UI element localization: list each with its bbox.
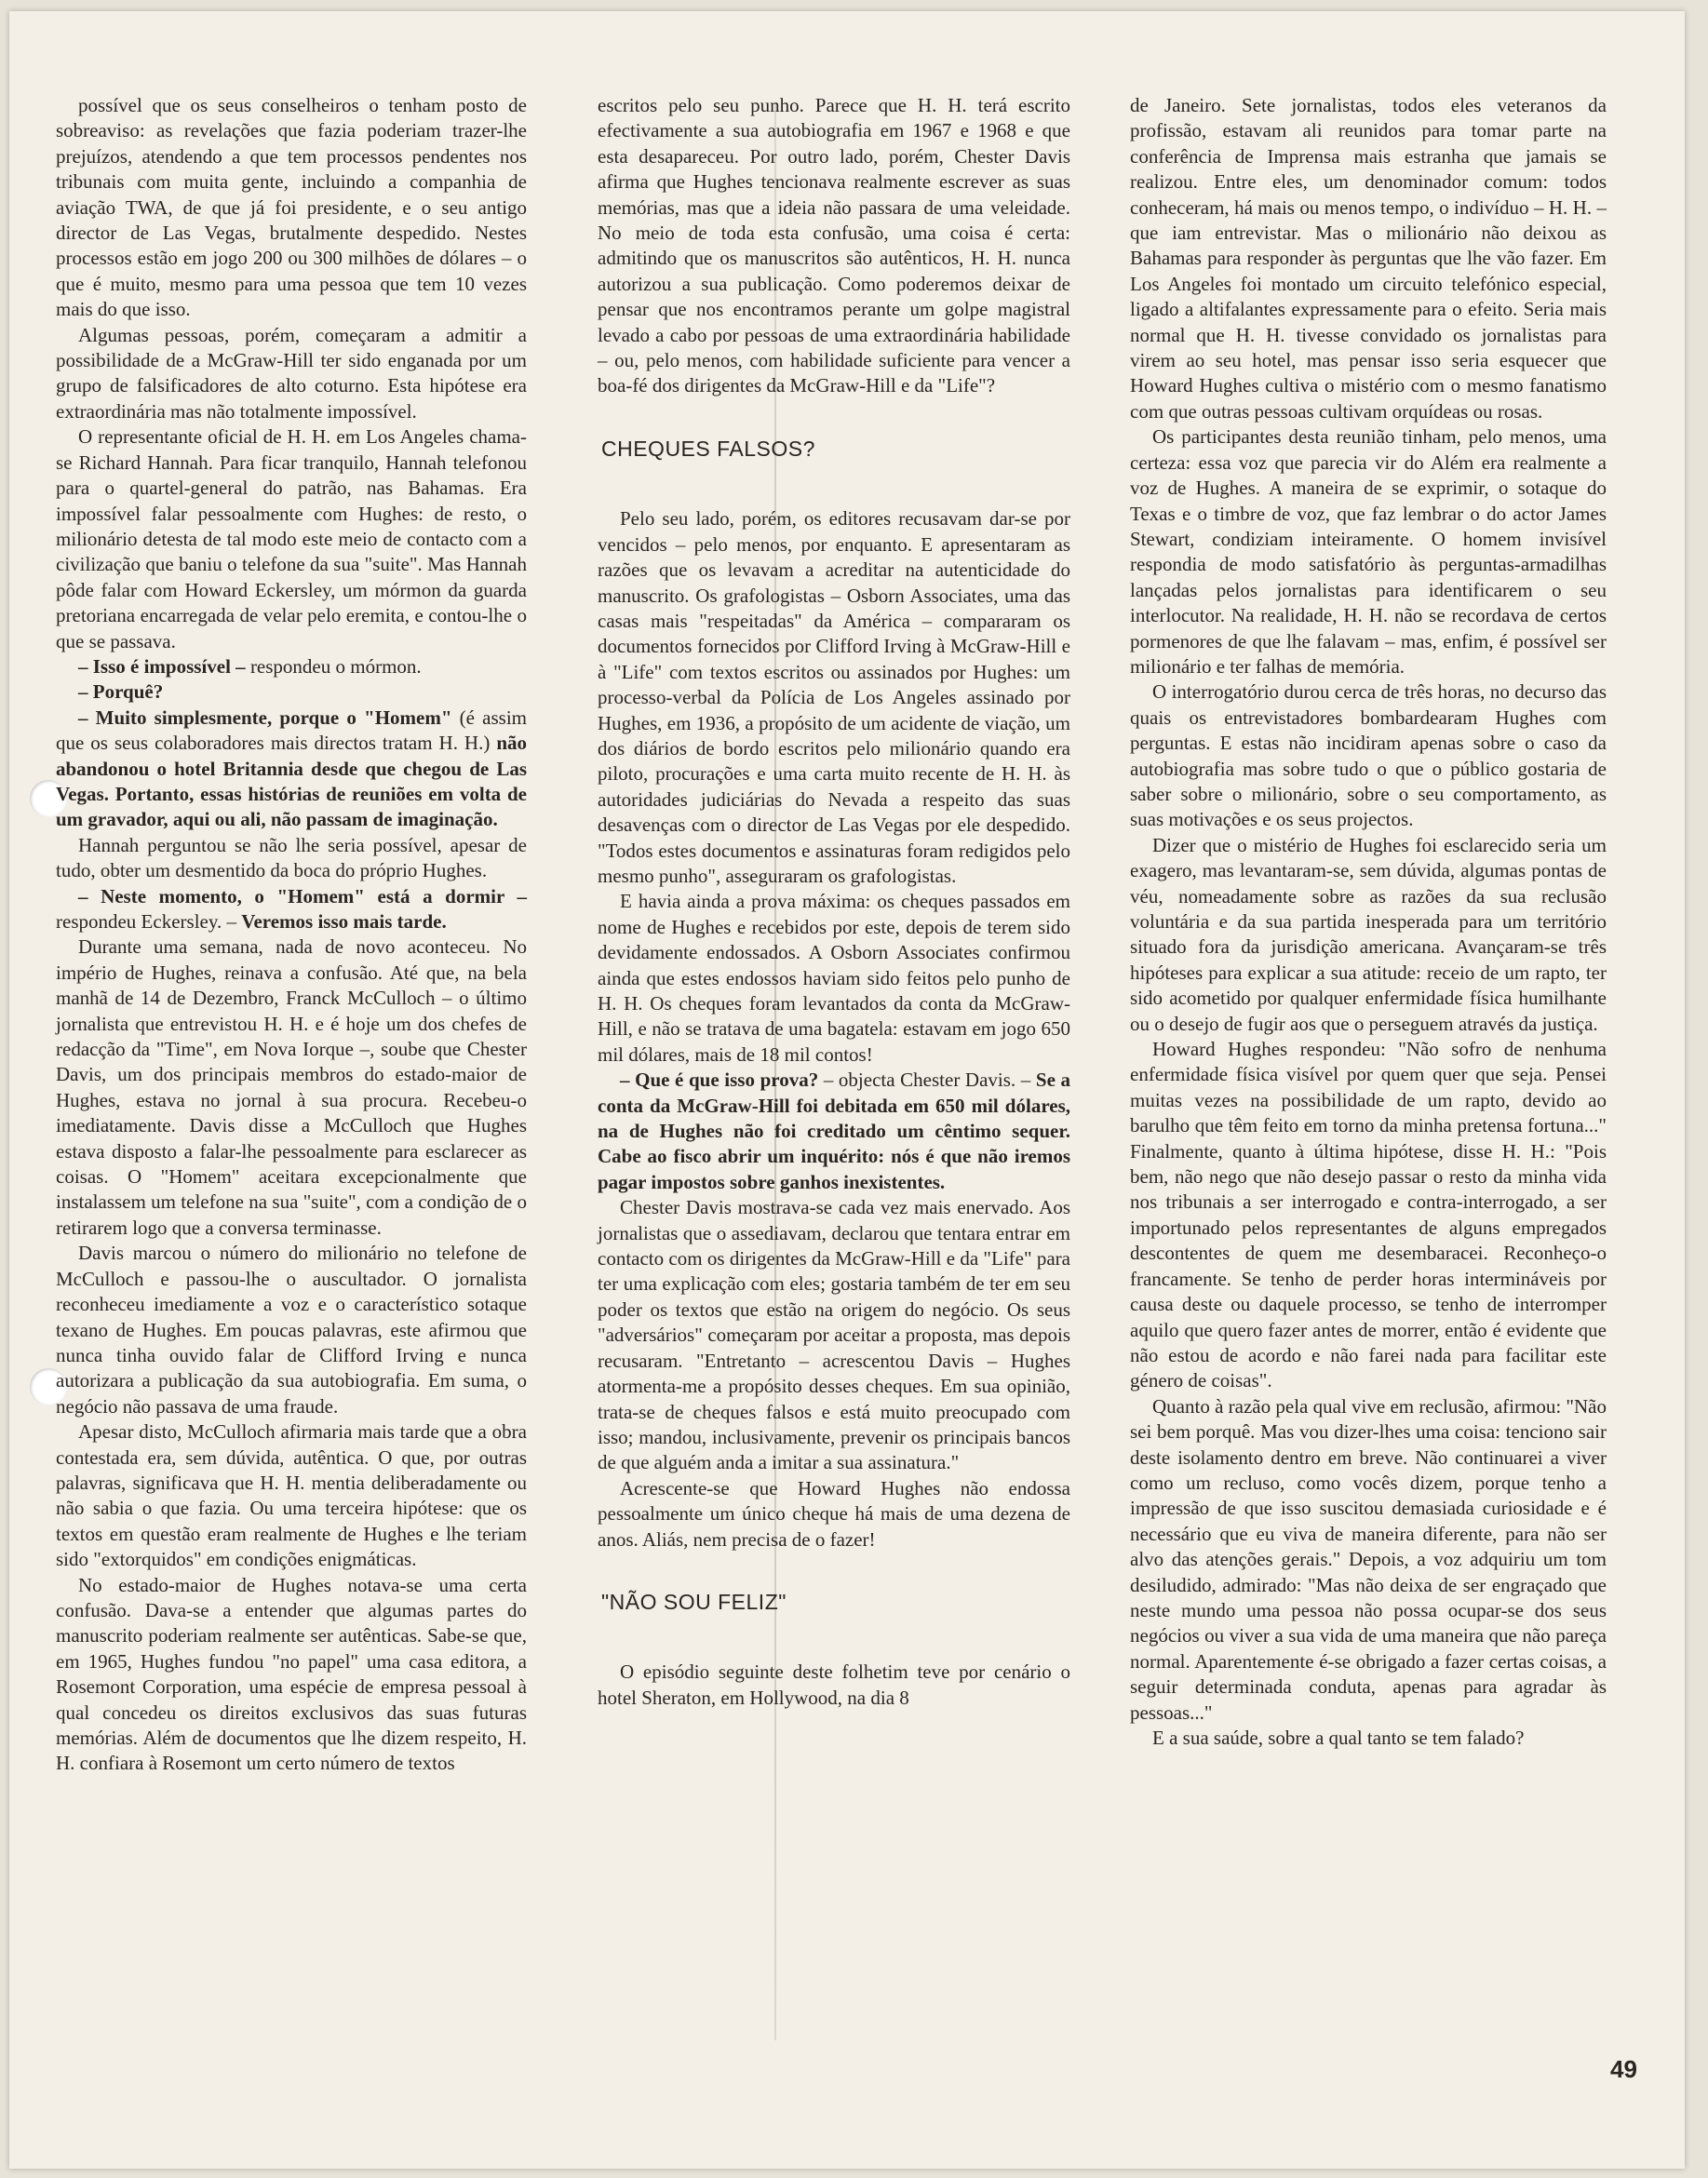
body-text: (é assim que os seus colaboradores mais directos tratam H. H.) [56, 706, 527, 755]
body-text: Durante uma semana, nada de novo aconteceu. No império de Hughes, reinava a confusão. Até que, na bela manhã de 14 de Dezembro, Franck McCulloch – o último jornalista que entrevistou H. H. e é hoje um dos chefes de redacção da "Time", em Nova Iorque –, soube que Chester Davis, um dos principais membros do estado-maior de Hughes, estava no jornal à sua procura. Recebeu-o imediatamente. Davis disse a McCulloch que Hughes estava disposto a falar-lhe pessoalmente para esclarecer as coisas. O "Homem" aceitara excepcionalmente que instalassem um telefone na sua "suite", com a condição de o retirarem logo que a conversa terminasse. [56, 935, 527, 1239]
paragraph [598, 889, 1070, 1068]
paragraph [598, 1195, 1070, 1475]
body-text: No estado-maior de Hughes notava-se uma certa confusão. Dava-se a entender que algumas partes do manuscrito poderiam realmente ser autênticas. Sabe-se que, em 1965, Hughes fundou "no papel" uma casa editora, a Rosemont Corporation, uma espécie de empresa pessoal à qual concedeu os direitos exclusivos das suas futuras memórias. Além de documentos que lhe dizem respeito, H. H. confiara à Rosemont um certo número de textos [56, 1573, 527, 1775]
text-column-2 [598, 93, 1070, 1711]
paragraph [598, 93, 1070, 399]
paragraph [56, 1419, 527, 1572]
paragraph [1130, 1037, 1607, 1394]
paragraph [56, 424, 527, 654]
bold-text: não abandonou o hotel Britannia desde que chegou de Las Vegas. Portanto, essas histórias de reuniões em volta de um gravador, aqui ou ali, não passam de imaginação. [56, 732, 527, 831]
paragraph [56, 323, 527, 425]
body-text: Algumas pessoas, porém, começaram a admitir a possibilidade de a McGraw-Hill ter sido enganada por um grupo de falsificadores de alto coturno. Esta hipótese era extraordinária mas não totalmente impossível. [56, 323, 527, 423]
body-text: Apesar disto, McCulloch afirmaria mais tarde que a obra contestada era, sem dúvida, autêntica. O que, por outras palavras, significava que H. H. mentia deliberadamente ou não sabia o que fazia. Ou uma terceira hipótese: que os textos em questão eram realmente de Hughes e lhe teriam sido "extorquidos" em condições enigmáticas. [56, 1420, 527, 1571]
section-heading: "NÃO SOU FELIZ" [601, 1589, 787, 1614]
paragraph [56, 833, 527, 884]
paragraph [56, 93, 527, 323]
body-text: Dizer que o mistério de Hughes foi esclarecido seria um exagero, mas levantaram-se, sem dúvida, algumas pontas de véu, nomeadamente sobre as razões da sua reclusão voluntária e da sua partida inesperada para um território situado fora da jurisdição americana. Avançaram-se três hipóteses para explicar a sua atitude: receio de um rapto, ter sido acometido por qualquer enfermidade física humilhante ou o desejo de fugir aos que o perseguem através da justiça. [1130, 833, 1607, 1035]
paragraph [56, 1573, 527, 1777]
paragraph [56, 679, 527, 705]
paragraph [598, 1476, 1070, 1553]
page-number: 49 [1610, 2055, 1637, 2083]
body-text: escritos pelo seu punho. Parece que H. H. terá escrito efectivamente a sua autobiografia em 1967 e 1968 e que esta desapareceu. Por outro lado, porém, Chester Davis afirma que Hughes tencionava realmente escrever as suas memórias, mas que a ideia não passara de uma veleidade. No meio de toda esta confusão, uma coisa é certa: admitindo que os manuscritos são autênticos, H. H. nunca autorizou a sua publicação. Como poderemos deixar de pensar que nos encontramos perante um golpe magistral levado a cabo por pessoas de uma extraordinária habilidade – ou, pelo menos, com habilidade suficiente para vencer a boa-fé dos dirigentes da McGraw-Hill e da "Life"? [598, 94, 1070, 397]
bold-text: – Muito simplesmente, porque o "Homem" [78, 706, 452, 729]
body-text: – objecta Chester Davis. – [818, 1069, 1036, 1092]
paragraph [1130, 1394, 1607, 1726]
text-column-1 [56, 93, 527, 1777]
body-text: de Janeiro. Sete jornalistas, todos eles veteranos da profissão, estavam ali reunidos para tomar parte na conferência de Imprensa mais estranha que jamais se realizou. Entre eles, um denominador comum: todos conheceram, há mais ou menos tempo, o indivíduo – H. H. – que iam entrevistar. Mas o milionário não deixou as Bahamas para responder às perguntas que lhe vão fazer. Em Los Angeles foi montado um circuito telefónico especial, ligado a altifalantes expressamente para o efeito. Seria mais normal que H. H. tivesse convidado os jornalistas para virem ao seu hotel, mas pensar isso seria esquecer que Howard Hughes cultiva o mistério com o mesmo fanatismo com que outras pessoas cultivam orquídeas ou rosas. [1130, 94, 1607, 423]
body-text: Hannah perguntou se não lhe seria possível, apesar de tudo, obter um desmentido da boca do próprio Hughes. [56, 833, 527, 882]
body-text: O episódio seguinte deste folhetim teve por cenário o hotel Sheraton, em Hollywood, na dia 8 [598, 1660, 1070, 1709]
paragraph [56, 934, 527, 1241]
bold-text: – Isso é impossível – [78, 654, 246, 678]
body-text: respondeu o mórmon. [245, 654, 422, 678]
paragraph [1130, 679, 1607, 832]
paragraph [1130, 1726, 1607, 1751]
paragraph [1130, 424, 1607, 679]
body-text: Pelo seu lado, porém, os editores recusavam dar-se por vencidos – pelo menos, por enquanto. E apresentaram as razões que os levavam a acreditar na autenticidade do manuscrito. Os grafologistas – Osborn Associates, uma das casas mais "respeitadas" da América – compararam os documentos fornecidos por Clifford Irving à McGraw-Hill e à "Life" com textos escritos ou assinados por Hughes: um processo-verbal da Polícia de Los Angeles assinado por Hughes, em 1936, a propósito de um acidente de viação, um dos diários de bordo escritos pelo milionário quando era piloto, procurações e uma carta muito recente de H. H. às autoridades judiciárias do Nevada a respeito das suas desavenças com o director de Las Vegas por ele despedido. "Todos estes documentos e assinaturas foram redigidos pelo mesmo punho", asseguraram os grafologistas. [598, 507, 1070, 887]
text-column-3 [1130, 93, 1607, 1751]
bold-text: Se a conta da McGraw-Hill foi debitada em 650 mil dólares, na de Hughes não foi creditado um cêntimo sequer. Cabe ao fisco abrir um inquérito: nós é que não iremos pagar impostos sobre ganhos inexistentes. [598, 1069, 1071, 1193]
paragraph [56, 654, 527, 679]
body-text: O representante oficial de H. H. em Los Angeles chama-se Richard Hannah. Para ficar tranquilo, Hannah telefonou para o quartel-general do patrão, nas Bahamas. Era impossível falar pessoalmente com Hughes: de resto, o milionário detesta de tal modo este meio de contacto com a civilização que baniu o telefone da sua "suite". Mas Hannah pôde falar com Howard Eckersley, um mórmon da guarda pretoriana encarregada de velar pelo eremita, e contou-lhe o que se passava. [56, 425, 527, 652]
body-text: respondeu Eckersley. – [56, 910, 242, 933]
section-heading: CHEQUES FALSOS? [601, 436, 815, 461]
paragraph [598, 506, 1070, 889]
paragraph [598, 1660, 1070, 1711]
body-text: E havia ainda a prova máxima: os cheques passados em nome de Hughes e recebidos por este, depois de terem sido devidamente endossados. A Osborn Associates confirmou ainda que estes endossos haviam sido feitos pelo punho de H. H. Os cheques foram levantados da conta da McGraw-Hill, e não se tratava de uma bagatela: estavam em jogo 650 mil dólares, mais de 18 mil contos! [598, 890, 1070, 1066]
paragraph [56, 1241, 527, 1419]
body-text: Acrescente-se que Howard Hughes não endossa pessoalmente um único cheque há mais de uma dezena de anos. Aliás, nem precisa de o fazer! [598, 1476, 1070, 1551]
paragraph [56, 706, 527, 833]
paragraph [598, 1068, 1070, 1195]
paragraph [1130, 833, 1607, 1037]
body-text: Davis marcou o número do milionário no telefone de McCulloch e passou-lhe o auscultador. O jornalista reconheceu imediamente a voz e o característico sotaque texano de Hughes. Em poucas palavras, este afirmou que nunca tinha ouvido falar de Clifford Irving e nunca autorizara a publicação da sua autobiografia. Em suma, o negócio não passava de uma fraude. [56, 1242, 527, 1418]
bold-text: – Que é que isso prova? [620, 1069, 819, 1092]
body-text: Os participantes desta reunião tinham, pelo menos, uma certeza: essa voz que parecia vir do Além era realmente a voz de Hughes. A maneira de se exprimir, o sotaque do Texas e o timbre de voz, que faz lembrar o do actor James Stewart, condiziam inteiramente. O homem invisível respondia de modo satisfatório às perguntas-armadilhas lançadas pelos jornalistas para identificarem o seu interlocutor. Na realidade, H. H. não se recordava de certos pormenores de que lhe falavam – mas, enfim, é possível ser milionário e ter falhas de memória. [1130, 425, 1607, 678]
body-text: O interrogatório durou cerca de três horas, no decurso das quais os entrevistadores bombardearam Hughes com perguntas. E estas não incidiram apenas sobre o caso da autobiografia mas sobre tudo o que o público gostaria de saber sobre o milionário, sobre o seu comportamento, as suas motivações e os seus projectos. [1130, 680, 1607, 831]
body-text: Chester Davis mostrava-se cada vez mais enervado. Aos jornalistas que o assediavam, declarou que tentara entrar em contacto com os dirigentes da McGraw-Hill e da "Life" para ter uma explicação com eles; gostaria também de ter em seu poder os textos que estão na origem do negócio. Os seus "adversários" começaram por aceitar a proposta, mas depois recusaram. "Entretanto – acrescentou Davis – Hughes atormenta-me a propósito desses cheques. Em sua opinião, trata-se de cheques falsos e está muito preocupado com isso; mandou, inclusivamente, prevenir os principais bancos de que alguém anda a imitar a sua assinatura." [598, 1196, 1070, 1474]
paragraph [56, 884, 527, 935]
bold-text: – Neste momento, o "Homem" está a dormir – [78, 884, 527, 908]
body-text: Quanto à razão pela qual vive em reclusão, afirmou: "Não sei bem porquê. Mas vou dizer-lhes uma coisa: tenciono sair deste isolamento dentro em breve. Não continuarei a viver como um recluso, como vocês dizem, porque tenho a impressão de que isso suscitou demasiada curiosidade e é necessário que eu viva de maneira diferente, para não ser alvo das atenções gerais." Depois, a voz adquiriu um tom desiludido, admirado: "Mas não deixa de ser engraçado que neste mundo uma pessoa não possa ocupar-se dos seus negócios ou viver a sua vida de uma maneira que não pareça normal. Aparentemente é-se obrigado a fazer certas coisas, a seguir determinada conduta, apenas para agradar às pessoas..." [1130, 1394, 1607, 1724]
body-text: possível que os seus conselheiros o tenham posto de sobreaviso: as revelações que fazia poderiam trazer-lhe prejuízos, atendendo a que tem processos pendentes nos tribunais com muita gente, incluindo a companhia de aviação TWA, de que já foi presidente, e o seu antigo director de Las Vegas, brutalmente despedido. Nestes processos estão em jogo 200 ou 300 milhões de dólares – o que é muito, mesmo para uma pessoa que tem 10 vezes mais do que isso. [56, 94, 527, 321]
body-text: Howard Hughes respondeu: "Não sofro de nenhuma enfermidade física visível por quem quer que seja. Pensei muitas vezes na possibilidade de um rapto, devido ao barulho que têm feito em torno da minha pretensa fortuna..." Finalmente, quanto à última hipótese, disse H. H.: "Pois bem, não nego que não desejo passar o resto da minha vida nos tribunais a ser interrogado e contra-interrogado, a ser importunado pelos representantes de alguns empregados descontentes de quem me desembaracei. Reconheço-o francamente. Se tenho de perder horas intermináveis por causa deste ou daquele processo, se tenho de interromper aquilo que quero fazer antes de morrer, então é evidente que não estou de acordo e não farei nada para facilitar este género de coisas". [1130, 1038, 1607, 1392]
bold-text: – Porquê? [78, 680, 164, 704]
paragraph [1130, 93, 1607, 424]
bold-text: Veremos isso mais tarde. [241, 910, 447, 933]
body-text: E a sua saúde, sobre a qual tanto se tem falado? [1152, 1727, 1525, 1749]
